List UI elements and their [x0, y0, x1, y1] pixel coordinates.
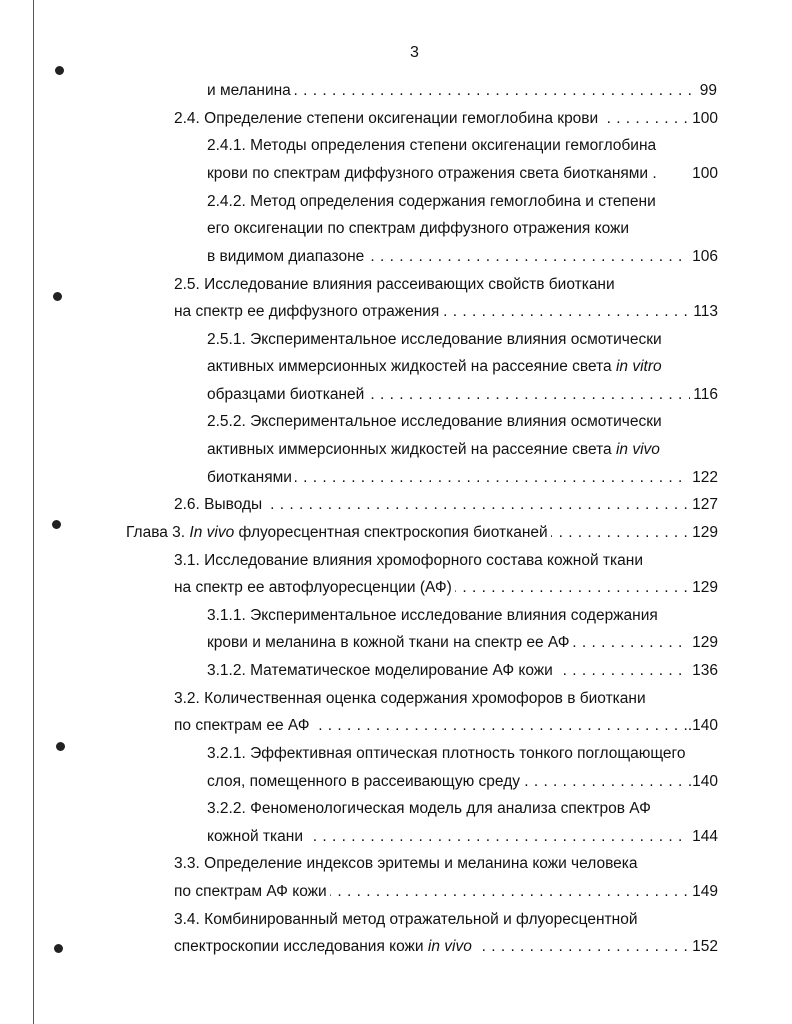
page-edge-line — [33, 0, 34, 1024]
toc-page: 106 — [689, 247, 718, 267]
toc-entry: . . . 2.6. Выводы 127 — [174, 495, 718, 515]
toc-entry: 2.4.1. Методы определения степени оксигенации гемоглобина — [207, 137, 657, 154]
toc-entry: . . . слоя, помещенного в рассеивающую среду .140 — [207, 772, 718, 792]
toc-entry: 3.3. Определение индексов эритемы и меланина кожи человека — [174, 855, 638, 872]
toc-entry: . . . 3.1.2. Математическое моделирование АФ кожи 136 — [207, 661, 718, 681]
toc-entry: . . . 2.4. Определение степени оксигенации гемоглобина крови 100 — [174, 109, 718, 129]
toc-page: 136 — [689, 661, 718, 681]
toc-entry: 3.2.1. Эффективная оптическая плотность тонкого поглощающего — [207, 745, 686, 762]
toc-page: 99 — [697, 81, 717, 101]
toc-page: 116 — [690, 385, 718, 405]
toc-entry: . . . кожной ткани 144 — [207, 827, 718, 847]
binder-hole — [56, 742, 65, 751]
toc-entry: 2.5.2. Экспериментальное исследование влияния осмотически — [207, 413, 662, 430]
toc-entry: . . . по спектрам ее АФ ..140 — [174, 716, 718, 736]
toc-page: 129 — [689, 523, 718, 543]
toc-entry: активных иммерсионных жидкостей на рассеяние света in vivo — [207, 441, 660, 458]
toc-entry: . . . биотканями 122 — [207, 468, 718, 488]
toc-entry: . . . на спектр ее диффузного отражения 113 — [174, 302, 718, 322]
toc-entry: . . . и меланина 99 — [207, 81, 717, 101]
toc-page: ..140 — [681, 716, 718, 736]
page-number: 3 — [410, 44, 419, 61]
toc-entry: крови по спектрам диффузного отражения света биотканями . 100 — [207, 165, 718, 182]
toc-entry: 3.1.1. Экспериментальное исследование влияния содержания — [207, 607, 658, 624]
toc-page: 149 — [689, 882, 718, 902]
toc-entry: . . . образцами биотканей 116 — [207, 385, 718, 405]
toc-entry: 3.4. Комбинированный метод отражательной и флуоресцентной — [174, 911, 638, 928]
toc-page: .140 — [685, 772, 718, 792]
toc-entry: . . . в видимом диапазоне 106 — [207, 247, 718, 267]
toc-page: 152 — [689, 937, 718, 957]
toc-page: 100 — [689, 109, 718, 129]
toc-entry: его оксигенации по спектрам диффузного отражения кожи — [207, 220, 630, 237]
toc-page: 100 — [689, 164, 718, 184]
toc-page: 122 — [689, 468, 718, 488]
toc-chapter-entry: . . . Глава 3. In vivo флуоресцентная спектроскопия биотканей 129 — [126, 523, 718, 543]
toc-page: 129 — [689, 633, 718, 653]
binder-hole — [52, 520, 61, 529]
toc-entry: 2.4.2. Метод определения содержания гемоглобина и степени — [207, 193, 656, 210]
toc-entry: . . . на спектр ее автофлуоресценции (АФ) 129 — [174, 578, 718, 598]
toc-entry: . . . крови и меланина в кожной ткани на спектр ее АФ 129 — [207, 633, 718, 653]
toc-page: 129 — [689, 578, 718, 598]
toc-entry: 2.5.1. Экспериментальное исследование влияния осмотически — [207, 331, 662, 348]
toc-entry: 3.2.2. Феноменологическая модель для анализа спектров АФ — [207, 800, 651, 817]
toc-entry: 3.2. Количественная оценка содержания хромофоров в биоткани — [174, 690, 646, 707]
toc-entry: активных иммерсионных жидкостей на рассеяние света in vitro — [207, 358, 662, 375]
toc-page: 113 — [690, 302, 718, 322]
binder-hole — [53, 292, 62, 301]
binder-hole — [54, 944, 63, 953]
toc-entry: . . . по спектрам АФ кожи 149 — [174, 882, 718, 902]
toc-entry: 2.5. Исследование влияния рассеивающих свойств биоткани — [174, 276, 615, 293]
toc-entry: . . . спектроскопии исследования кожи in vivo 152 — [174, 937, 718, 957]
binder-hole — [55, 66, 64, 75]
toc-entry: 3.1. Исследование влияния хромофорного состава кожной ткани — [174, 552, 643, 569]
toc-page: 144 — [689, 827, 718, 847]
toc-page: 127 — [689, 495, 718, 515]
